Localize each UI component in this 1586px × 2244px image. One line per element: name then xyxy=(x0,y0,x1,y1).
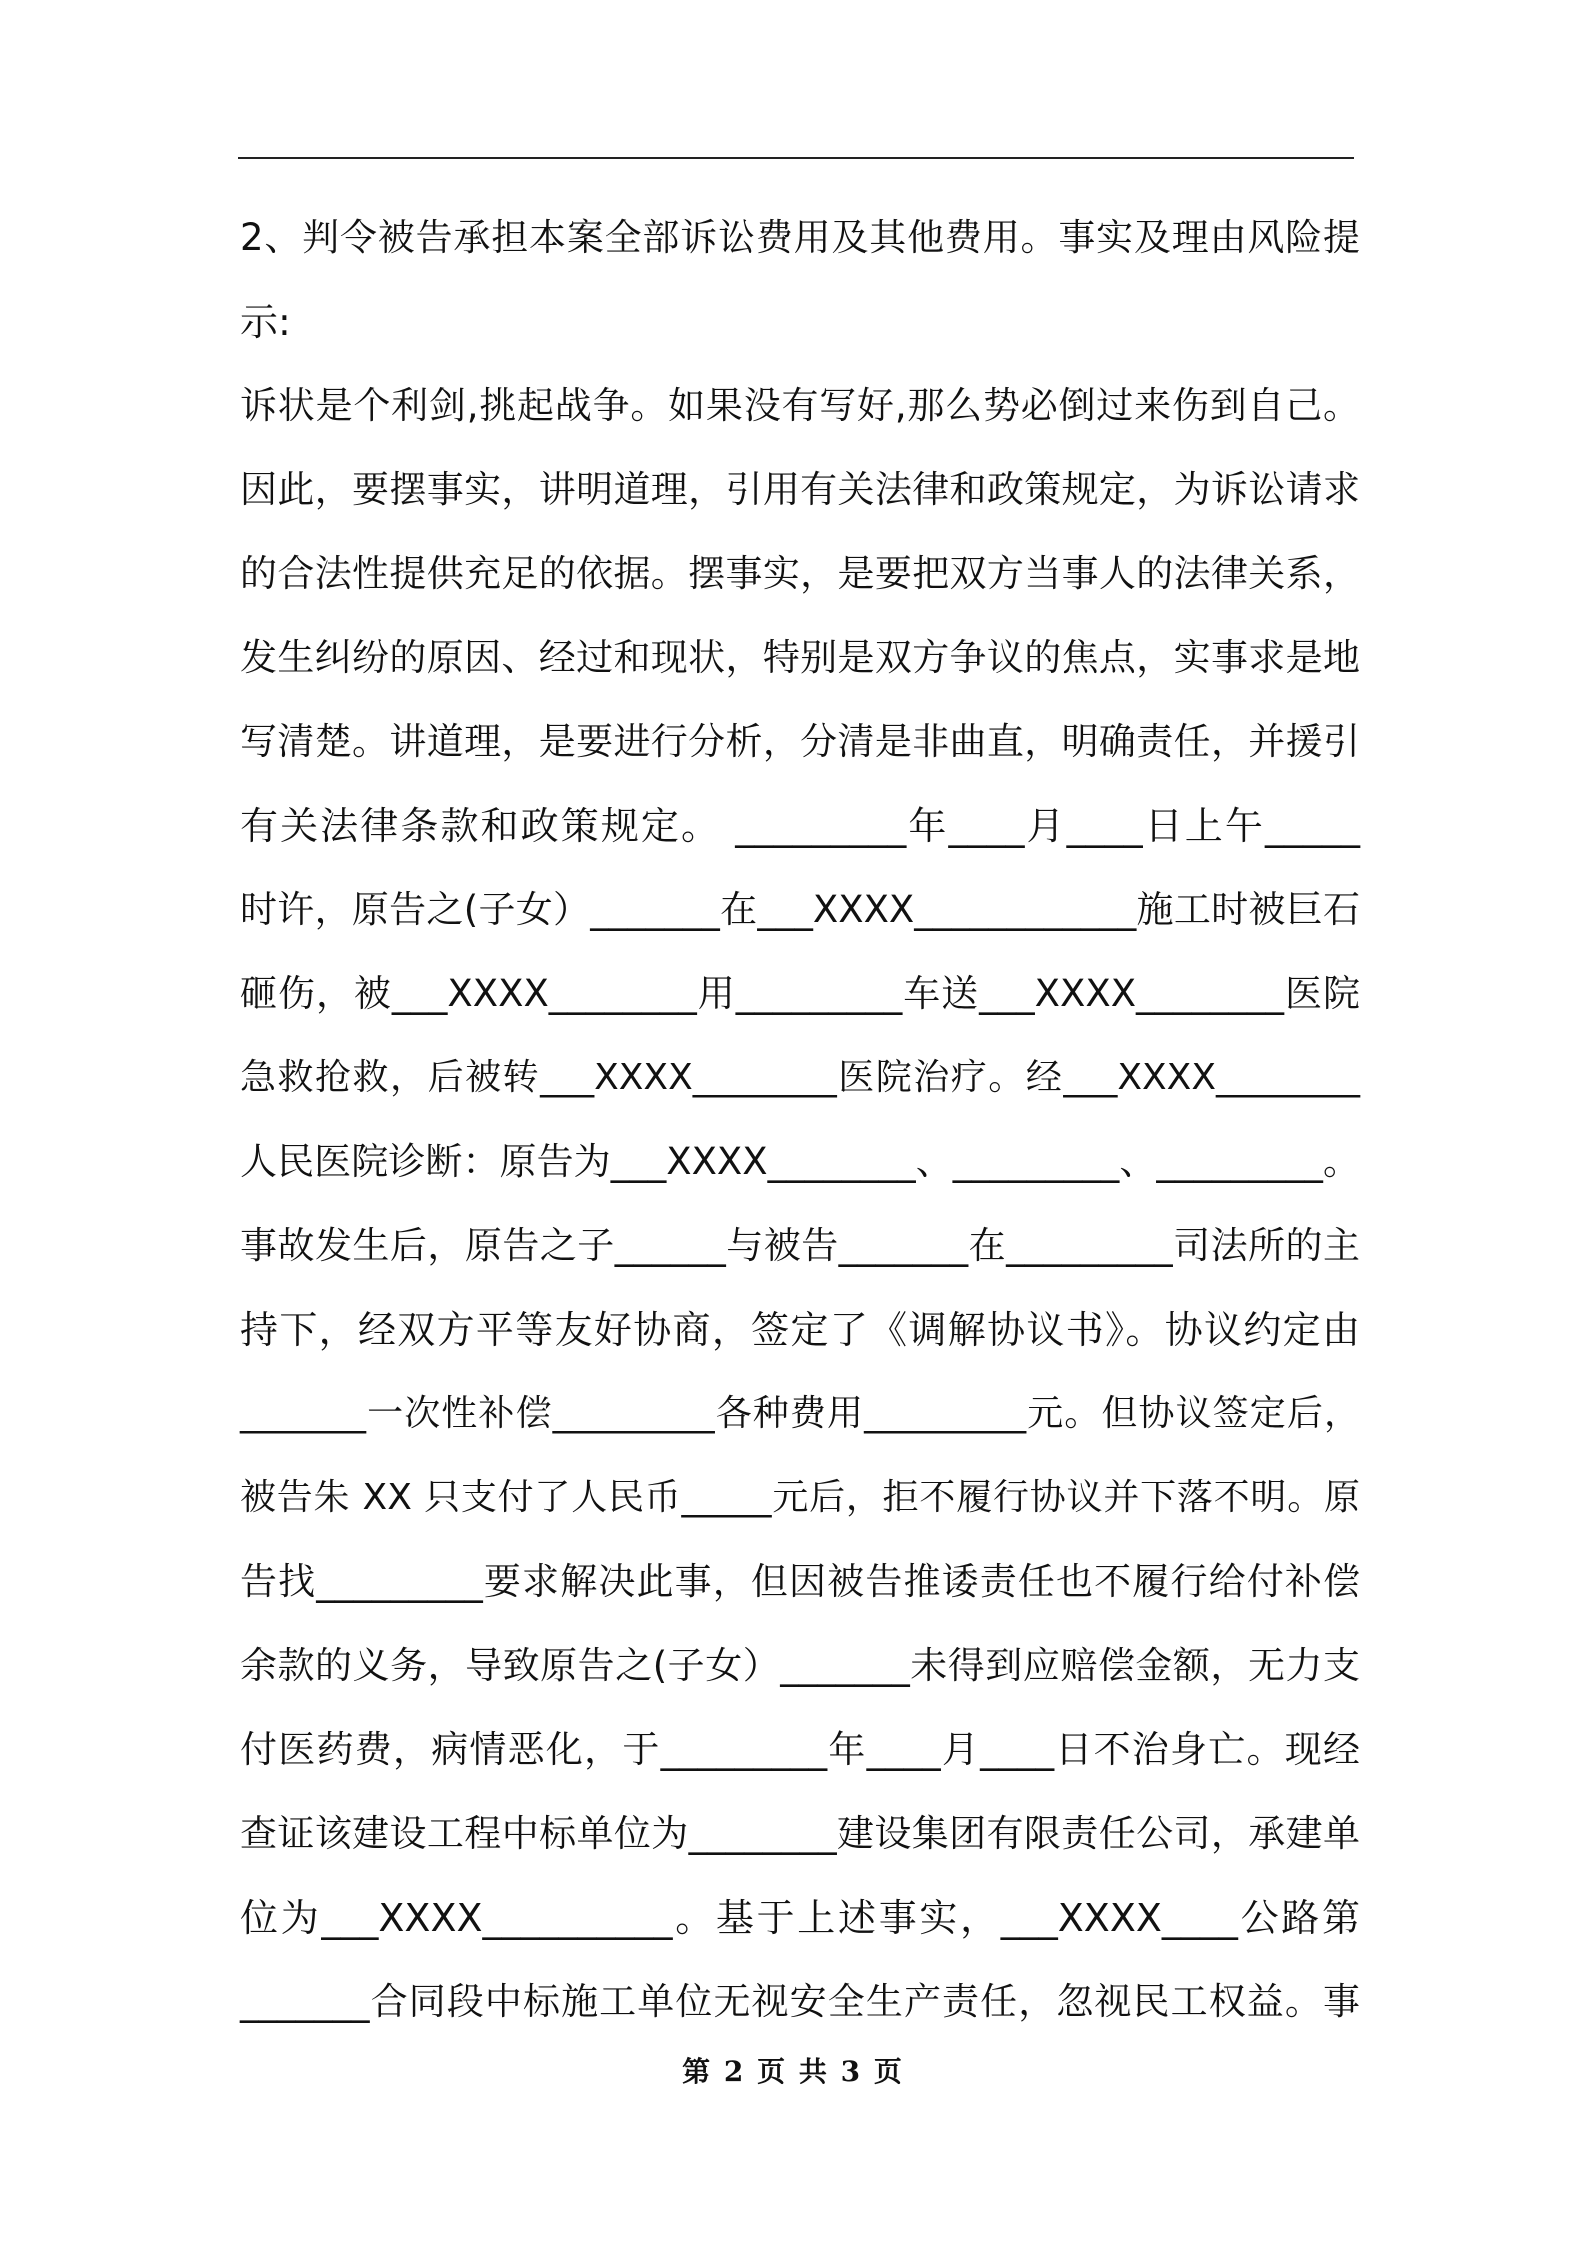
text-line: 诉状是个利剑,挑起战争。如果没有写好,那么势必倒过来伤到自己。 xyxy=(240,384,1360,427)
text-line: 示: xyxy=(240,300,291,344)
page-number-footer: 第 2 页 共 3 页 xyxy=(682,2055,904,2088)
text-line: 时许，原告之(子女）_______在___XXXX____________施工时被巨石 xyxy=(240,888,1360,931)
text-line: 付医药费，病情恶化，于_________年____月____日不治身亡。现经 xyxy=(240,1728,1360,1771)
text-line: 因此，要摆事实，讲明道理，引用有关法律和政策规定，为诉讼请求 xyxy=(240,468,1360,511)
text-line: 查证该建设工程中标单位为________建设集团有限责任公司，承建单 xyxy=(240,1812,1360,1855)
text-line: 人民医院诊断：原告为___XXXX________、_________、_________。 xyxy=(240,1140,1360,1183)
text-line: 发生纠纷的原因、经过和现状，特别是双方争议的焦点，实事求是地 xyxy=(240,636,1360,679)
text-line: 事故发生后，原告之子______与被告_______在_________司法所的主 xyxy=(240,1224,1360,1267)
document-body xyxy=(240,196,1360,2044)
text-line: 的合法性提供充足的依据。摆事实，是要把双方当事人的法律关系， xyxy=(240,552,1360,595)
text-line: 写清楚。讲道理，是要进行分析，分清是非曲直，明确责任，并援引 xyxy=(240,720,1360,763)
text-line: _______一次性补偿_________各种费用_________元。但协议签定后， xyxy=(240,1393,1360,1434)
text-line: 位为___XXXX__________。基于上述事实，___XXXX____公路第 xyxy=(240,1896,1360,1940)
text-line: 余款的义务，导致原告之(子女）_______未得到应赔偿金额，无力支 xyxy=(240,1644,1360,1687)
text-line: 被告朱 XX 只支付了人民币_____元后，拒不履行协议并下落不明。原 xyxy=(240,1477,1360,1518)
text-line: _______合同段中标施工单位无视安全生产责任，忽视民工权益。事 xyxy=(240,1980,1360,2023)
text-line: 持下，经双方平等友好协商，签定了《调解协议书》。协议约定由 xyxy=(240,1308,1360,1352)
text-line: 告找_________要求解决此事，但因被告推诿责任也不履行给付补偿 xyxy=(240,1560,1360,1603)
text-line: 有关法律条款和政策规定。 _________年____月____日上午_____ xyxy=(240,804,1360,848)
text-line: 砸伤，被___XXXX________用_________车送___XXXX________医院 xyxy=(240,972,1360,1015)
header-divider xyxy=(238,157,1354,159)
text-line: 急救抢救，后被转___XXXX________医院治疗。经___XXXX________ xyxy=(240,1057,1360,1098)
text-line: 2、判令被告承担本案全部诉讼费用及其他费用。事实及理由风险提 xyxy=(240,216,1360,259)
